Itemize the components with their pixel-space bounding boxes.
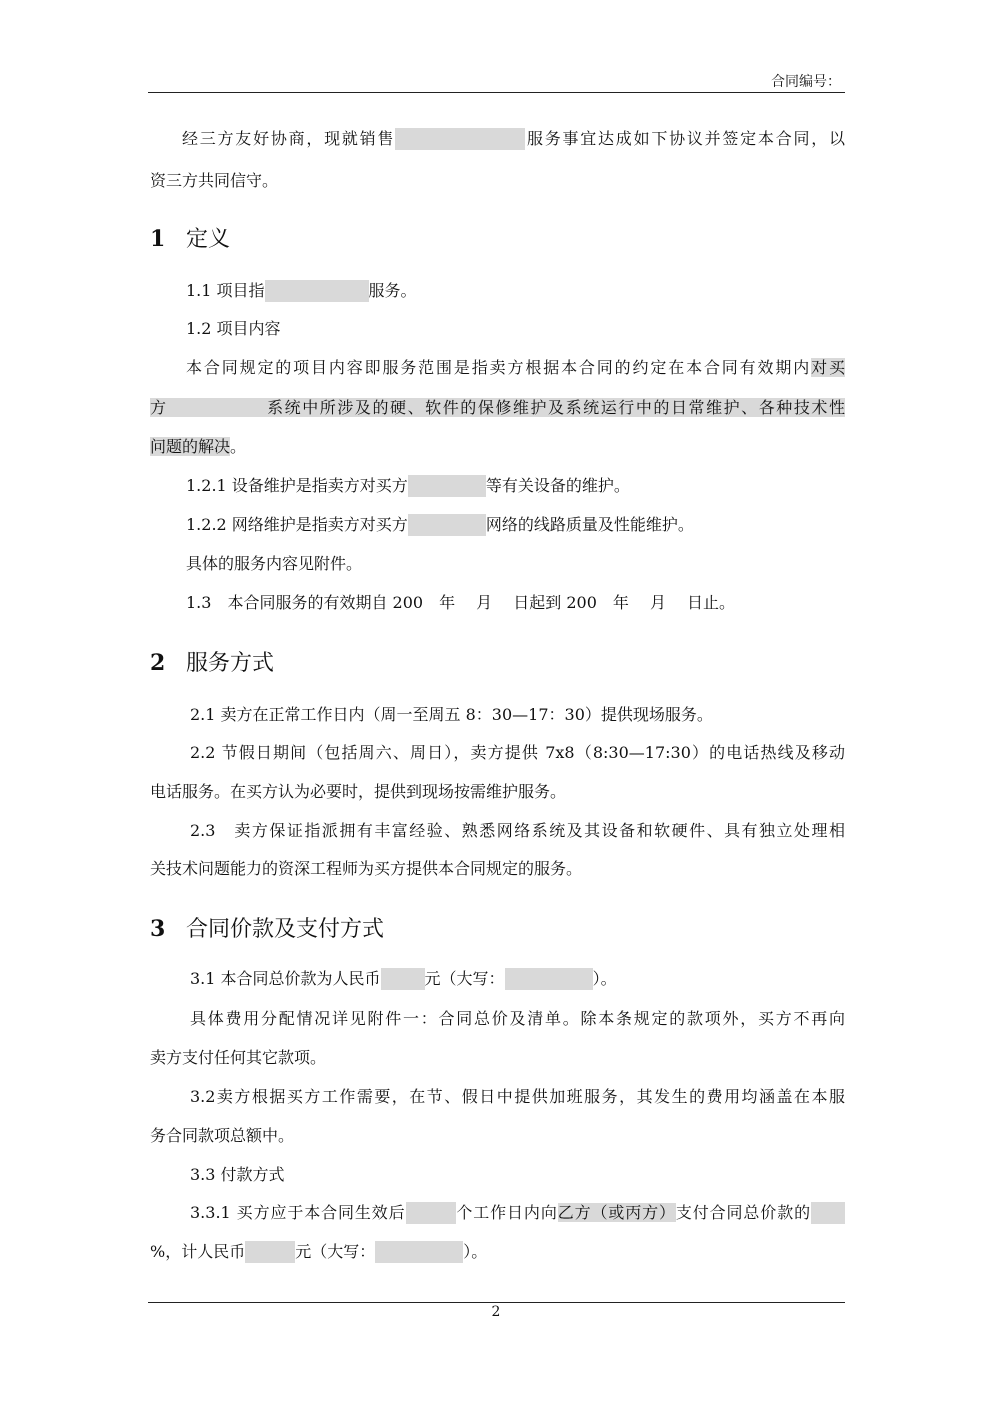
clause-2-2-line2: 电话服务。在买方认为必要时，提供到现场按需维护服务。 xyxy=(150,782,567,801)
blank-field xyxy=(375,1241,463,1263)
footer-rule xyxy=(148,1302,845,1303)
blank-field xyxy=(265,280,369,302)
blank-field xyxy=(395,128,525,150)
section-heading-1: 1 定义 xyxy=(150,226,231,252)
clause-1-2-para-line3: 问题的解决。 xyxy=(150,437,247,456)
clause-1-2: 1.2 项目内容 xyxy=(186,319,281,338)
blank-field xyxy=(406,1202,456,1224)
clause-2-3-line2: 关技术问题能力的资深工程师为买方提供本合同规定的服务。 xyxy=(150,859,583,878)
clause-2-2-line1: 2.2 节假日期间（包括周六、周日），卖方提供 7x8（8:30—17:30）的电话热线及移动 xyxy=(190,743,845,762)
clause-1-2-para-line1: 本合同规定的项目内容即服务范围是指卖方根据本合同的约定在本合同有效期内对买 xyxy=(186,358,845,377)
blank-field xyxy=(408,514,486,536)
blank-field xyxy=(381,968,425,990)
header-rule xyxy=(148,92,845,93)
clause-1-2-2: 1.2.2 网络维护是指卖方对买方 网络的线路质量及性能维护。 xyxy=(186,515,694,534)
contract-number-label: 合同编号： xyxy=(771,74,841,90)
blank-field xyxy=(811,1202,845,1224)
blank-field xyxy=(408,475,486,497)
intro-paragraph-line1: 经三方友好协商，现就销售 服务事宜达成如下协议并签定本合同，以 xyxy=(182,129,845,148)
blank-field xyxy=(505,968,593,990)
clause-3-1: 3.1 本合同总价款为人民币 元（大写： ）。 xyxy=(190,969,617,988)
clause-1-2-1: 1.2.1 设备维护是指卖方对买方 等有关设备的维护。 xyxy=(186,476,630,495)
intro-paragraph-line2: 资三方共同信守。 xyxy=(150,171,279,190)
clause-3-3-1-line1: 3.3.1 买方应于本合同生效后 个工作日内向乙方（或丙方）支付合同总价款的 xyxy=(150,1202,845,1224)
clause-1-2-para-line2: 方 系统中所涉及的硬、软件的保修维护及系统运行中的日常维护、各种技术性 xyxy=(150,398,845,417)
clause-3-2-line1: 3.2卖方根据买方工作需要，在节、假日中提供加班服务，其发生的费用均涵盖在本服 xyxy=(190,1087,845,1106)
clause-3-3-1-line2: %，计人民币 元（大写： ）。 xyxy=(150,1242,488,1261)
price-detail-line1: 具体费用分配情况详见附件一：合同总价及清单。除本条规定的款项外，买方不再向 xyxy=(190,1009,845,1028)
section-heading-3: 3 合同价款及支付方式 xyxy=(150,916,385,942)
clause-2-1: 2.1 卖方在正常工作日内（周一至周五 8：30—17：30）提供现场服务。 xyxy=(190,705,713,724)
price-detail-line2: 卖方支付任何其它款项。 xyxy=(150,1048,327,1067)
clause-1-3: 1.3 本合同服务的有效期自 200 年 月 日起到 200 年 月 日止。 xyxy=(186,593,736,612)
section-heading-2: 2 服务方式 xyxy=(150,650,275,676)
clause-3-3: 3.3 付款方式 xyxy=(190,1165,285,1184)
clause-2-3-line1: 2.3 卖方保证指派拥有丰富经验、熟悉网络系统及其设备和软硬件、具有独立处理相 xyxy=(190,821,845,840)
clause-1-1: 1.1 项目指 服务。 xyxy=(186,281,417,300)
attachment-note: 具体的服务内容见附件。 xyxy=(186,554,363,573)
blank-field xyxy=(245,1241,295,1263)
clause-3-2-line2: 务合同款项总额中。 xyxy=(150,1126,295,1145)
page-number: 2 xyxy=(491,1304,501,1320)
